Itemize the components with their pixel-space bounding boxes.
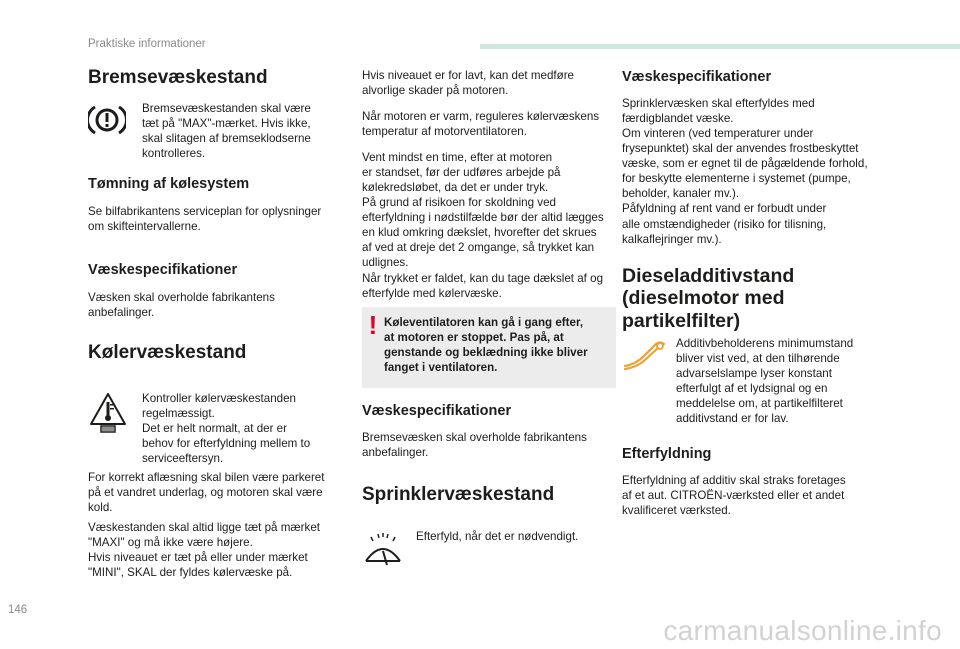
- col2-para-3: Vent mindst en time, efter at motoren er standset, før der udføres arbejde på kølekredsløbet, da det er under tryk. På grund af risikoen for skoldning ved efterfyldning i nødstilfælde bør der altid lægges en klud omkring dækslet, hvorefter det skrues af ved at dreje det 2 omgange, så trykket kan udlignes. Når trykket er faldet, kan du tage dækslet af og efterfylde med kølervæske.: [362, 151, 604, 300]
- washer-fluid-item: [362, 529, 616, 575]
- washer-fluid-icon: [362, 529, 404, 574]
- coolant-temperature-icon: [88, 391, 128, 438]
- heading-washer-fluid: Sprinklervæskestand: [362, 484, 555, 505]
- warning-text: Køleventilatoren kan gå i gang efter, at motoren er stoppet. Pas på, at genstande og beklædning ikke bliver fanget i ventilatoren.: [384, 316, 588, 375]
- heading-brake-fluid: Bremsevæskestand: [88, 67, 268, 88]
- diesel-additive-item: [622, 336, 894, 426]
- heading-fluid-spec-1: Væskespecifikationer: [88, 262, 238, 278]
- col2-para-1: Hvis niveauet er for lavt, kan det medføre alvorlige skader på motoren.: [362, 69, 574, 98]
- diesel-additive-text: Additivbeholderens minimumstand bliver vist ved, at den tilhørende advarselslampe lyser konstant efterfulgt af et lydsignal og en meddelelse om, at partikelfilteret additivstand er for lav.: [676, 337, 854, 426]
- section-header: Praktiske informationer: [88, 38, 206, 50]
- warning-box: [362, 307, 616, 388]
- header-accent-bar: [480, 44, 960, 49]
- heading-coolant-level: Kølervæskestand: [88, 342, 247, 363]
- fluid-spec-3-text: Sprinklervæsken skal efterfyldes med færdigblandet væske. Om vinteren (ved temperaturer under frysepunktet) skal der anvendes frostbeskyttet væske, som er egnet til de pågældende forhold, for beskytte elementerne i systemet (pumpe, beholder, kanaler mv.). Påfyldning af rent vand er forbudt under alle omstændigheder (risiko for tilisning, kalkaflejringer mv.).: [622, 97, 868, 246]
- brake-fluid-item: [88, 101, 342, 161]
- heading-diesel-additive: Dieseladditivstand (dieselmotor med partikelfilter): [622, 265, 795, 332]
- page-number: 146: [8, 604, 28, 616]
- heading-refill: Efterfyldning: [622, 446, 712, 462]
- cooling-drain-text: Se bilfabrikantens serviceplan for oplysninger om skifteintervallerne.: [88, 205, 322, 234]
- exclamation-icon: !: [368, 310, 378, 340]
- heading-fluid-spec-3: Væskespecifikationer: [622, 69, 772, 85]
- additive-level-icon: [622, 338, 668, 377]
- coolant-level-text: Kontroller kølervæskestanden regelmæssigt. Det er helt normalt, at der er behov for efterfyldning mellem to serviceeftersyn.: [142, 392, 311, 466]
- brake-warning-icon: [88, 103, 126, 142]
- heading-fluid-spec-2: Væskespecifikationer: [362, 403, 512, 419]
- fluid-spec-2-text: Bremsevæsken skal overholde fabrikantens anbefalinger.: [362, 431, 587, 460]
- col2-para-2: Når motoren er varm, reguleres kølervæskens temperatur af motorventilatoren.: [362, 110, 600, 139]
- washer-fluid-text: Efterfyld, når det er nødvendigt.: [416, 530, 579, 543]
- coolant-level-item: [88, 391, 342, 471]
- coolant-para-2: Væskestanden skal altid ligge tæt på mærket "MAXI" og må ikke være højere. Hvis niveauet er tæt på eller under mærket "MINI", SKAL der fyldes kølervæske på.: [88, 521, 320, 580]
- watermark: carmanualsonline.info: [663, 615, 942, 646]
- heading-cooling-drain: Tømning af kølesystem: [88, 176, 250, 192]
- fluid-spec-1-text: Væsken skal overholde fabrikantens anbefalinger.: [88, 291, 275, 320]
- refill-text: Efterfyldning af additiv skal straks foretages af et aut. CITROËN-værksted eller et andet kvalificeret værksted.: [622, 474, 846, 518]
- coolant-para-1: For korrekt aflæsning skal bilen være parkeret på et vandret underlag, og motoren skal være kold.: [88, 471, 325, 515]
- brake-fluid-text: Bremsevæskestanden skal være tæt på "MAX"-mærket. Hvis ikke, skal slitagen af bremseklodserne kontrolleres.: [142, 102, 311, 161]
